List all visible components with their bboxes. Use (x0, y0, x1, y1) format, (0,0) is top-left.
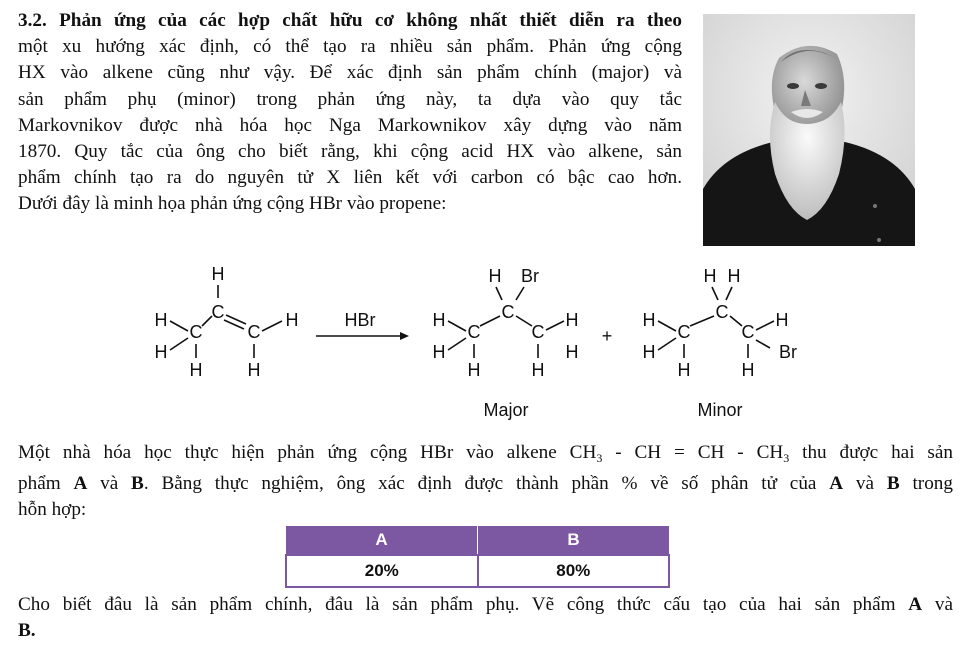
product-a: A (908, 594, 923, 615)
arrow-head-icon (400, 332, 409, 340)
task-line-1 (18, 592, 953, 618)
atom-h: H (565, 342, 579, 362)
minor-label: Minor (697, 400, 743, 420)
atom-h: H (775, 310, 789, 330)
major-label: Major (483, 400, 529, 420)
text-run: phẩm (18, 473, 74, 495)
atom-c: C (189, 322, 203, 342)
subscript: 3 (596, 451, 603, 465)
composition-table (285, 526, 670, 588)
intro-line-3: HX vào alkene cũng như vậy. Để xác định sản phẩm chính (major) và (18, 62, 682, 84)
atom-c: C (467, 322, 481, 342)
intro-line-8: Dưới đây là minh họa phản ứng cộng HBr vào propene: (18, 193, 447, 215)
header-b: B (478, 526, 670, 555)
intro-line-5: Markovnikov được nhà hóa học Nga Markownikov xây dựng vào năm (18, 114, 682, 136)
question-line-2 (18, 471, 953, 497)
text-run: thu được hai sản (789, 442, 953, 463)
atom-c: C (741, 322, 755, 342)
atom-h: H (285, 310, 299, 330)
atom-h: H (189, 360, 203, 380)
text-run: Một nhà hóa học thực hiện phản ứng cộng HBr vào alkene CH (18, 442, 597, 463)
intro-line-6: 1870. Quy tắc của ông cho biết rằng, khi cộng acid HX vào alkene, sản (18, 141, 682, 163)
product-b: B (886, 473, 900, 495)
question-paragraph (18, 440, 953, 524)
text-run: trong (899, 473, 953, 495)
plus-sign: + (601, 326, 613, 346)
intro-line-7: phẩm chính tạo ra do nguyên tử X liên kết với carbon có bậc cao hơn. (18, 167, 682, 189)
text-run: Cho biết đâu là sản phẩm chính, đâu là sản phẩm phụ. Vẽ công thức cấu tạo của hai sản phẩm (18, 594, 909, 615)
intro-line-1: 3.2. Phản ứng của các hợp chất hữu cơ không nhất thiết diễn ra theo (18, 10, 682, 31)
value-a: 20% (286, 555, 478, 587)
atom-h: H (211, 264, 225, 284)
header-a: A (286, 526, 478, 555)
atom-h: H (247, 360, 261, 380)
minor-product-structure (643, 266, 798, 380)
atom-h: H (432, 342, 446, 362)
value-b: 80% (478, 555, 670, 587)
propene-structure (155, 264, 299, 380)
atom-h: H (467, 360, 481, 380)
atom-c: C (677, 322, 691, 342)
atom-h: H (565, 310, 579, 330)
atom-br: Br (779, 342, 797, 362)
intro-line-4: sản phẩm phụ (minor) trong phản ứng này, ta dựa vào quy tắc (18, 88, 682, 110)
atom-h: H (727, 266, 741, 286)
atom-c: C (211, 302, 225, 322)
intro-line (18, 8, 682, 34)
subscript: 3 (783, 451, 790, 465)
product-b: B (131, 473, 144, 495)
text-run: và (922, 594, 953, 615)
atom-c: C (501, 302, 515, 322)
atom-h: H (677, 360, 691, 380)
atom-br: Br (521, 266, 539, 286)
intro-paragraph (18, 8, 682, 218)
reaction-scheme (130, 258, 810, 428)
text-run: và (87, 473, 132, 495)
atom-h: H (432, 310, 446, 330)
text-run: và (843, 473, 887, 495)
product-a: A (73, 473, 88, 495)
markovnikov-portrait (703, 14, 915, 246)
text-run: . Bằng thực nghiệm, ông xác định được thành phần % về số phân tử của (143, 473, 830, 495)
text-run: - CH = CH - CH (602, 442, 784, 463)
task-paragraph (18, 592, 953, 644)
task-line-2: B. (18, 620, 36, 642)
atom-h: H (488, 266, 502, 286)
reagent-label: HBr (344, 310, 376, 330)
atom-c: C (247, 322, 261, 342)
intro-line-2: một xu hướng xác định, có thể tạo ra nhiều sản phẩm. Phản ứng cộng (18, 36, 682, 58)
atom-h: H (642, 310, 656, 330)
atom-h: H (154, 342, 168, 362)
atom-h: H (703, 266, 717, 286)
atom-h: H (741, 360, 755, 380)
atom-c: C (531, 322, 545, 342)
atom-c: C (715, 302, 729, 322)
question-line-3: hỗn hợp: (18, 499, 87, 521)
product-a: A (829, 473, 844, 495)
major-product-structure (433, 266, 579, 380)
atom-h: H (642, 342, 656, 362)
question-line-1 (18, 440, 953, 471)
atom-h: H (154, 310, 168, 330)
atom-h: H (531, 360, 545, 380)
